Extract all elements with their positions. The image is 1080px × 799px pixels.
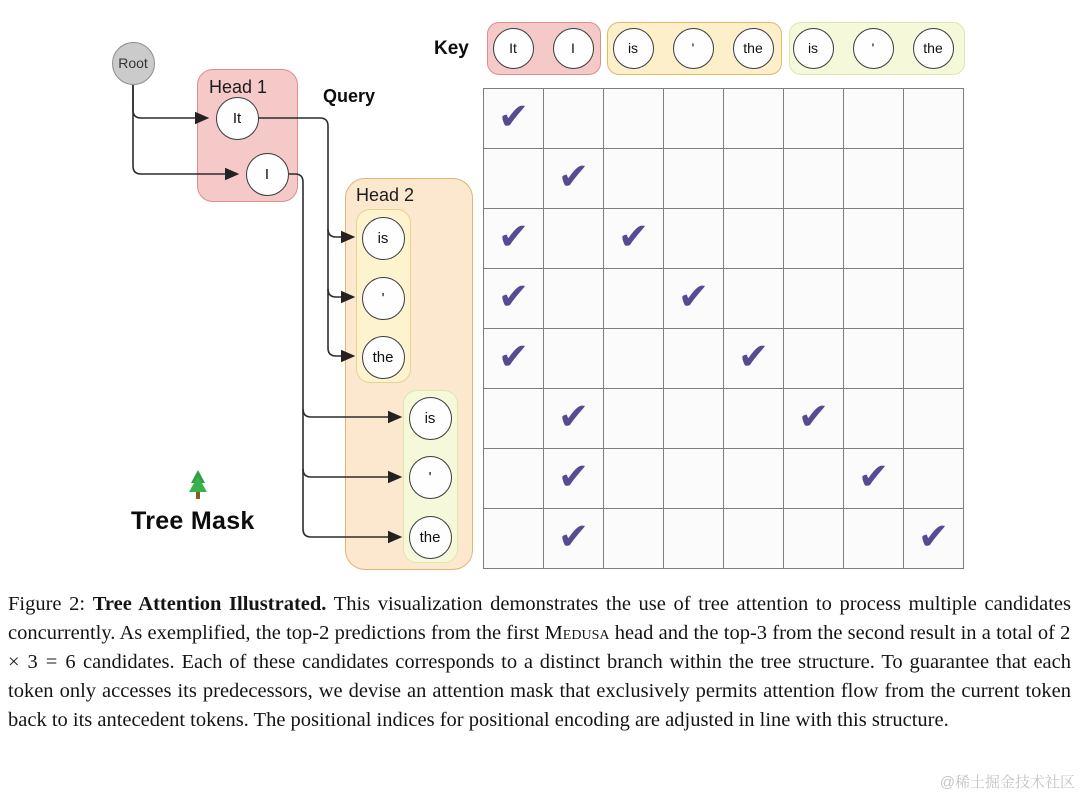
check-icon: ✔ xyxy=(857,455,889,498)
check-icon: ✔ xyxy=(557,395,589,438)
tree-mask-label: Tree Mask xyxy=(131,507,255,535)
caption-segment: Medusa xyxy=(544,622,610,644)
key-token-is-2: is xyxy=(793,28,834,69)
head1-title: Head 1 xyxy=(209,77,268,97)
caption-segment: head and the top-3 from the second result in a total of xyxy=(609,622,1061,644)
token-node-i: I xyxy=(246,153,289,196)
check-icon: ✔ xyxy=(617,215,649,258)
token-node-it: It xyxy=(216,97,259,140)
caption-segment: 2 × 3 = 6 xyxy=(8,622,1071,673)
caption-segment: Figure 2: xyxy=(8,593,93,615)
token-node-apostrophe-2: ' xyxy=(409,456,452,499)
token-node-the-2: the xyxy=(409,516,452,559)
caption-segment: candidates. Each of these candidates corresponds to a distinct branch within the tree structure. To guarantee that each token only accesses its predecessors, we devise an attention mask that exclusively permits attention flow from the current token back to its antecedent tokens. The positional indices for positional encoding are adjusted in line with this structure. xyxy=(8,651,1072,731)
figure-caption xyxy=(8,590,1071,735)
key-token-apostrophe-2: ' xyxy=(853,28,894,69)
check-icon: ✔ xyxy=(677,275,709,318)
check-icon: ✔ xyxy=(497,215,529,258)
token-node-is-2: is xyxy=(409,397,452,440)
check-icon: ✔ xyxy=(557,155,589,198)
key-label: Key xyxy=(434,38,469,59)
root-node: Root xyxy=(112,42,155,85)
arrow-i-to-ap2 xyxy=(303,469,399,477)
key-token-it: It xyxy=(493,28,534,69)
key-token-apostrophe-1: ' xyxy=(673,28,714,69)
arrow-root-to-it xyxy=(133,85,206,118)
watermark: @稀土掘金技术社区 xyxy=(939,774,1075,791)
caption-segment: Tree Attention Illustrated. xyxy=(92,593,327,615)
check-icon: ✔ xyxy=(737,335,769,378)
key-token-the-1: the xyxy=(733,28,774,69)
check-icon: ✔ xyxy=(497,335,529,378)
check-icon: ✔ xyxy=(557,515,589,558)
query-label: Query xyxy=(323,86,376,106)
key-token-i: I xyxy=(553,28,594,69)
arrow-it-to-ap1 xyxy=(328,289,352,297)
key-token-the-2: the xyxy=(913,28,954,69)
caption-segment: This visualization demonstrates the use of tree attention to process multiple candidates concurrently. As exemplified, the top-2 predictions from the first xyxy=(8,593,1072,644)
check-icon: ✔ xyxy=(557,455,589,498)
check-icon: ✔ xyxy=(917,515,949,558)
token-node-is-1: is xyxy=(362,217,405,260)
key-token-is-1: is xyxy=(613,28,654,69)
check-icon: ✔ xyxy=(497,95,529,138)
arrow-i-to-is2 xyxy=(303,409,399,417)
arrow-it-to-is1 xyxy=(328,229,352,237)
check-icon: ✔ xyxy=(497,275,529,318)
token-node-the-1: the xyxy=(362,336,405,379)
token-node-apostrophe-1: ' xyxy=(362,277,405,320)
head2-title: Head 2 xyxy=(356,185,415,205)
check-icon: ✔ xyxy=(797,395,829,438)
